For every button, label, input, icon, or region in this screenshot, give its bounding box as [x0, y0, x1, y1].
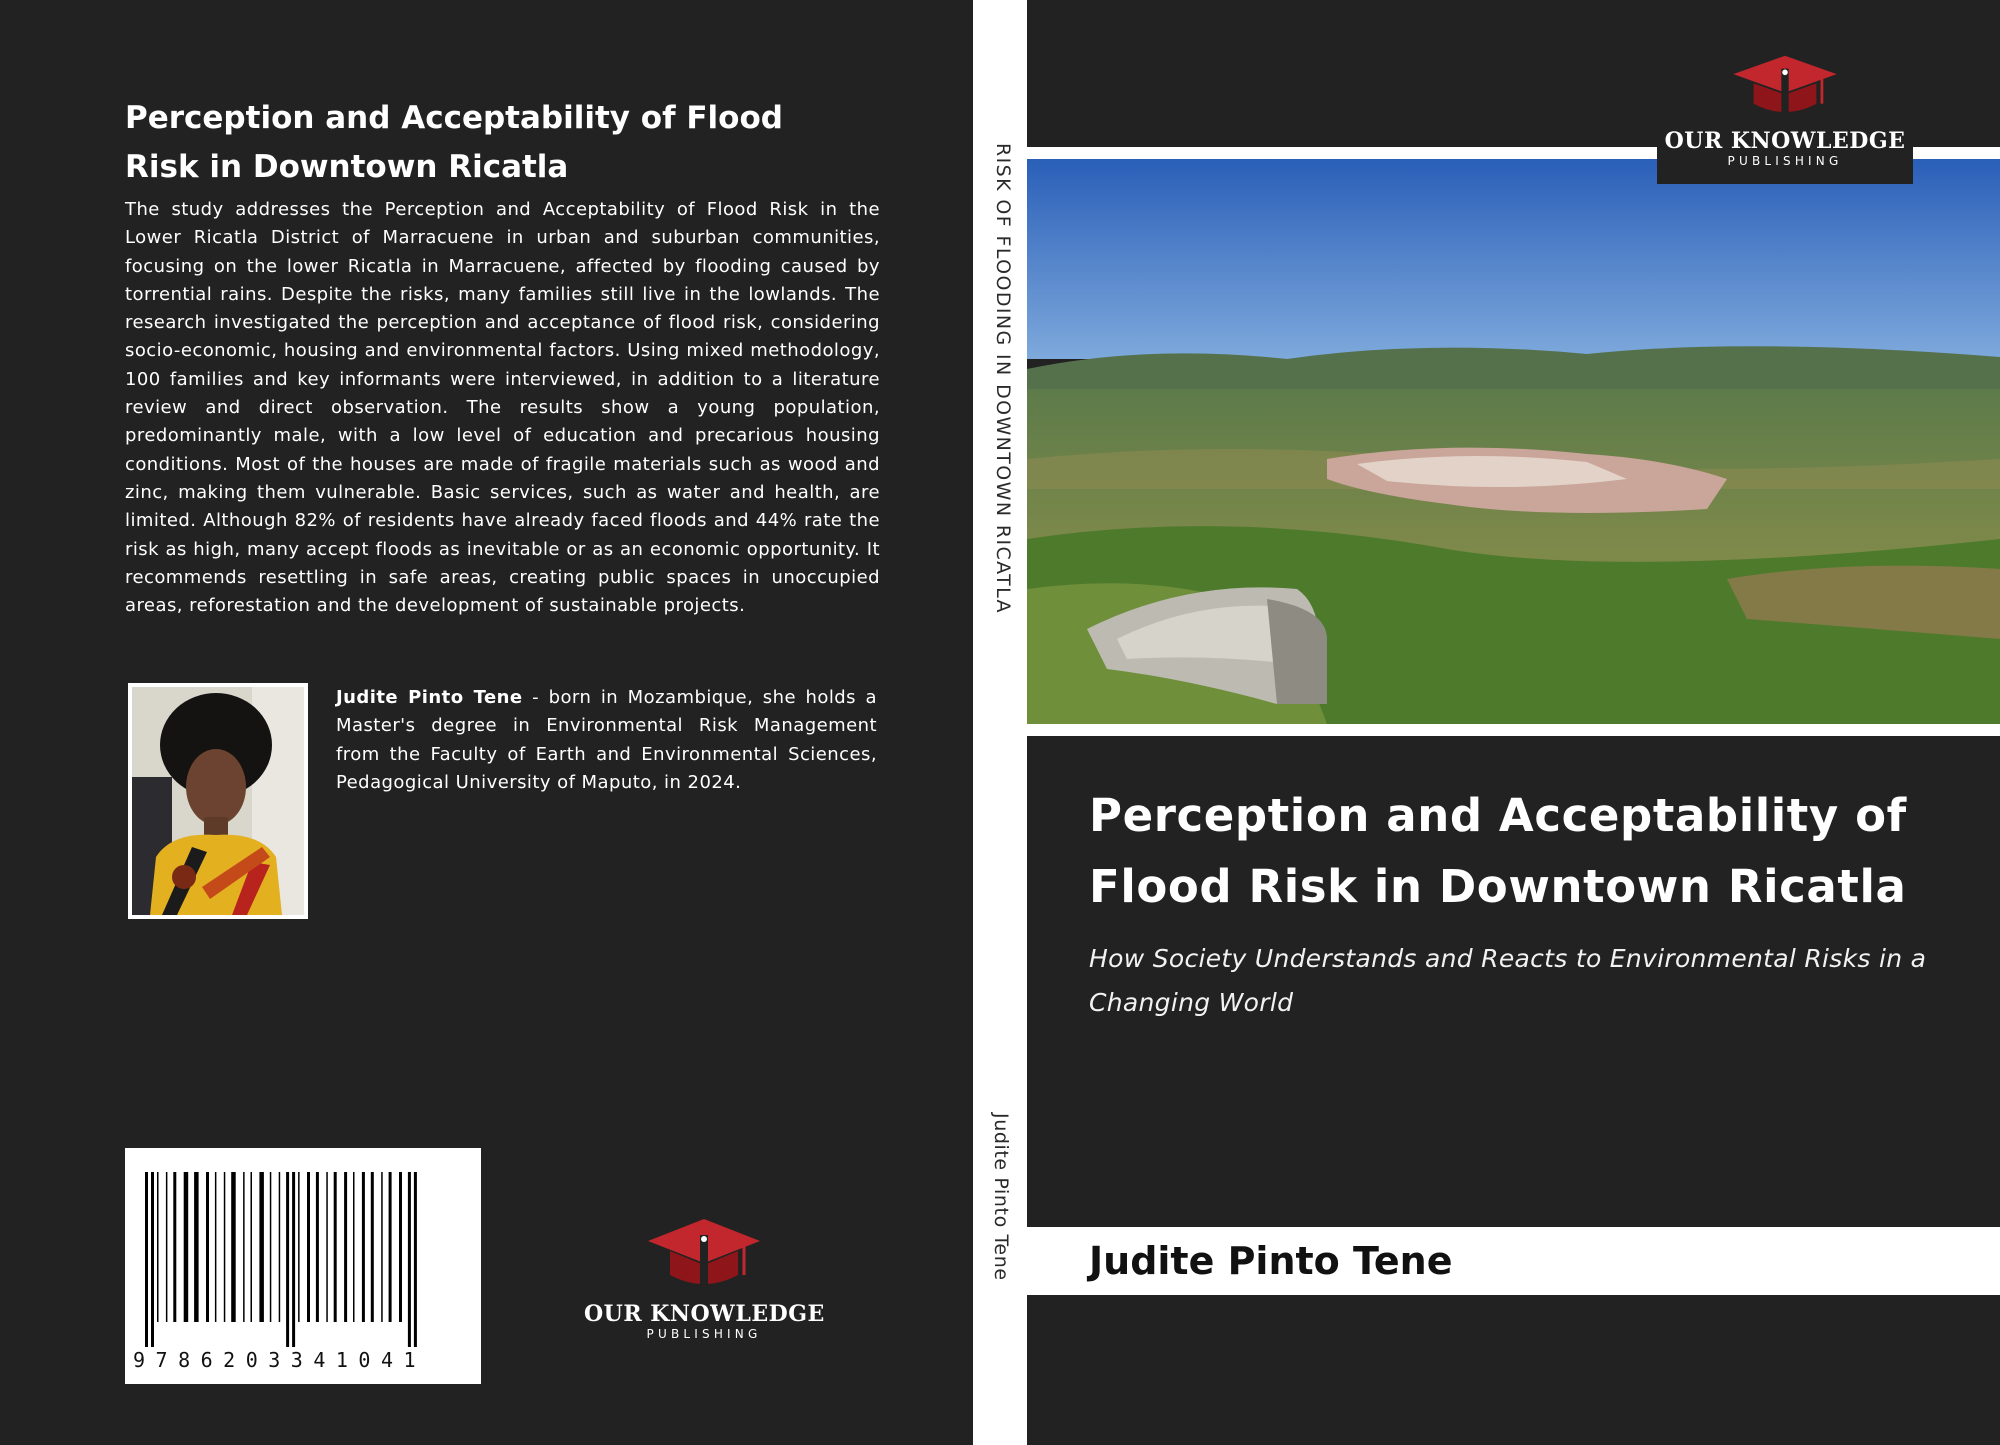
front-cover [1027, 0, 2000, 1445]
front-publisher-name: OUR KNOWLEDGE [1664, 128, 1906, 154]
spine-author: Judite Pinto Tene [990, 1113, 1012, 1281]
front-author-band [1027, 1227, 2000, 1295]
back-publisher-name: OUR KNOWLEDGE [584, 1301, 825, 1327]
front-publisher-sub: PUBLISHING [1727, 154, 1843, 168]
cover-landscape-photo [1027, 159, 2000, 724]
front-cover-subtitle: How Society Understands and Reacts to Environmental Risks in a Changing World [1089, 944, 1927, 1017]
author-photo [128, 683, 308, 919]
back-publisher-logo [584, 1215, 824, 1345]
back-cover-title: Perception and Acceptability of Flood Risk in Downtown Ricatla [125, 100, 783, 185]
author-portrait-image [132, 687, 304, 915]
graduation-cap-icon [1729, 52, 1841, 124]
front-cover-author: Judite Pinto Tene [1089, 1239, 1453, 1283]
author-bio-name: Judite Pinto Tene [336, 687, 523, 708]
barcode-bars [141, 1172, 465, 1347]
front-cover-title: Perception and Acceptability of Flood Risk in Downtown Ricatla [1089, 789, 1907, 913]
spine-title: RISK OF FLOODING IN DOWNTOWN RICATLA [992, 143, 1014, 614]
back-publisher-sub: PUBLISHING [646, 1327, 762, 1341]
front-mid-band [1027, 724, 2000, 736]
back-cover-abstract: The study addresses the Perception and Acceptability of Flood Risk in the Lower Ricatla District of Marracuene in urban and suburban communities, focusing on the lower Ricatla in Marracuene, affected by flooding caused by torrential rains. Despite the risks, many families still live in the lowlands. The research investigated the perception and acceptance of flood risk, considering socio-economic, housing and environmental factors. Using mixed methodology, 100 families and key informants were interviewed, in addition to a literature review and direct observation. The results show a young population, predominantly male, with a low level of education and precarious housing conditions. Most of the houses are made of fragile materials such as wood and zinc, making them vulnerable. Basic services, such as water and health, are limited. Although 82% of residents have already faced floods and 44% rate the risk as high, many accept floods as inevitable or as an economic opportunity. It recommends resettling in safe areas, creating public spaces in unoccupied areas, reforestation and the development of sustainable projects. [125, 199, 880, 617]
front-publisher-logo [1657, 52, 1913, 184]
landscape-image [1027, 159, 2000, 724]
isbn-number: 9786203341041 [133, 1348, 427, 1372]
isbn-barcode [125, 1148, 481, 1384]
back-cover [0, 0, 973, 1445]
author-bio [336, 684, 877, 797]
spine [973, 0, 1027, 1445]
author-bio-text: - born in Mozambique, she holds a Master's degree in Environmental Risk Management from the Faculty of Earth and Environmental Sciences, Pedagogical University of Maputo, in 2024. [336, 687, 878, 793]
graduation-cap-icon [644, 1215, 764, 1297]
